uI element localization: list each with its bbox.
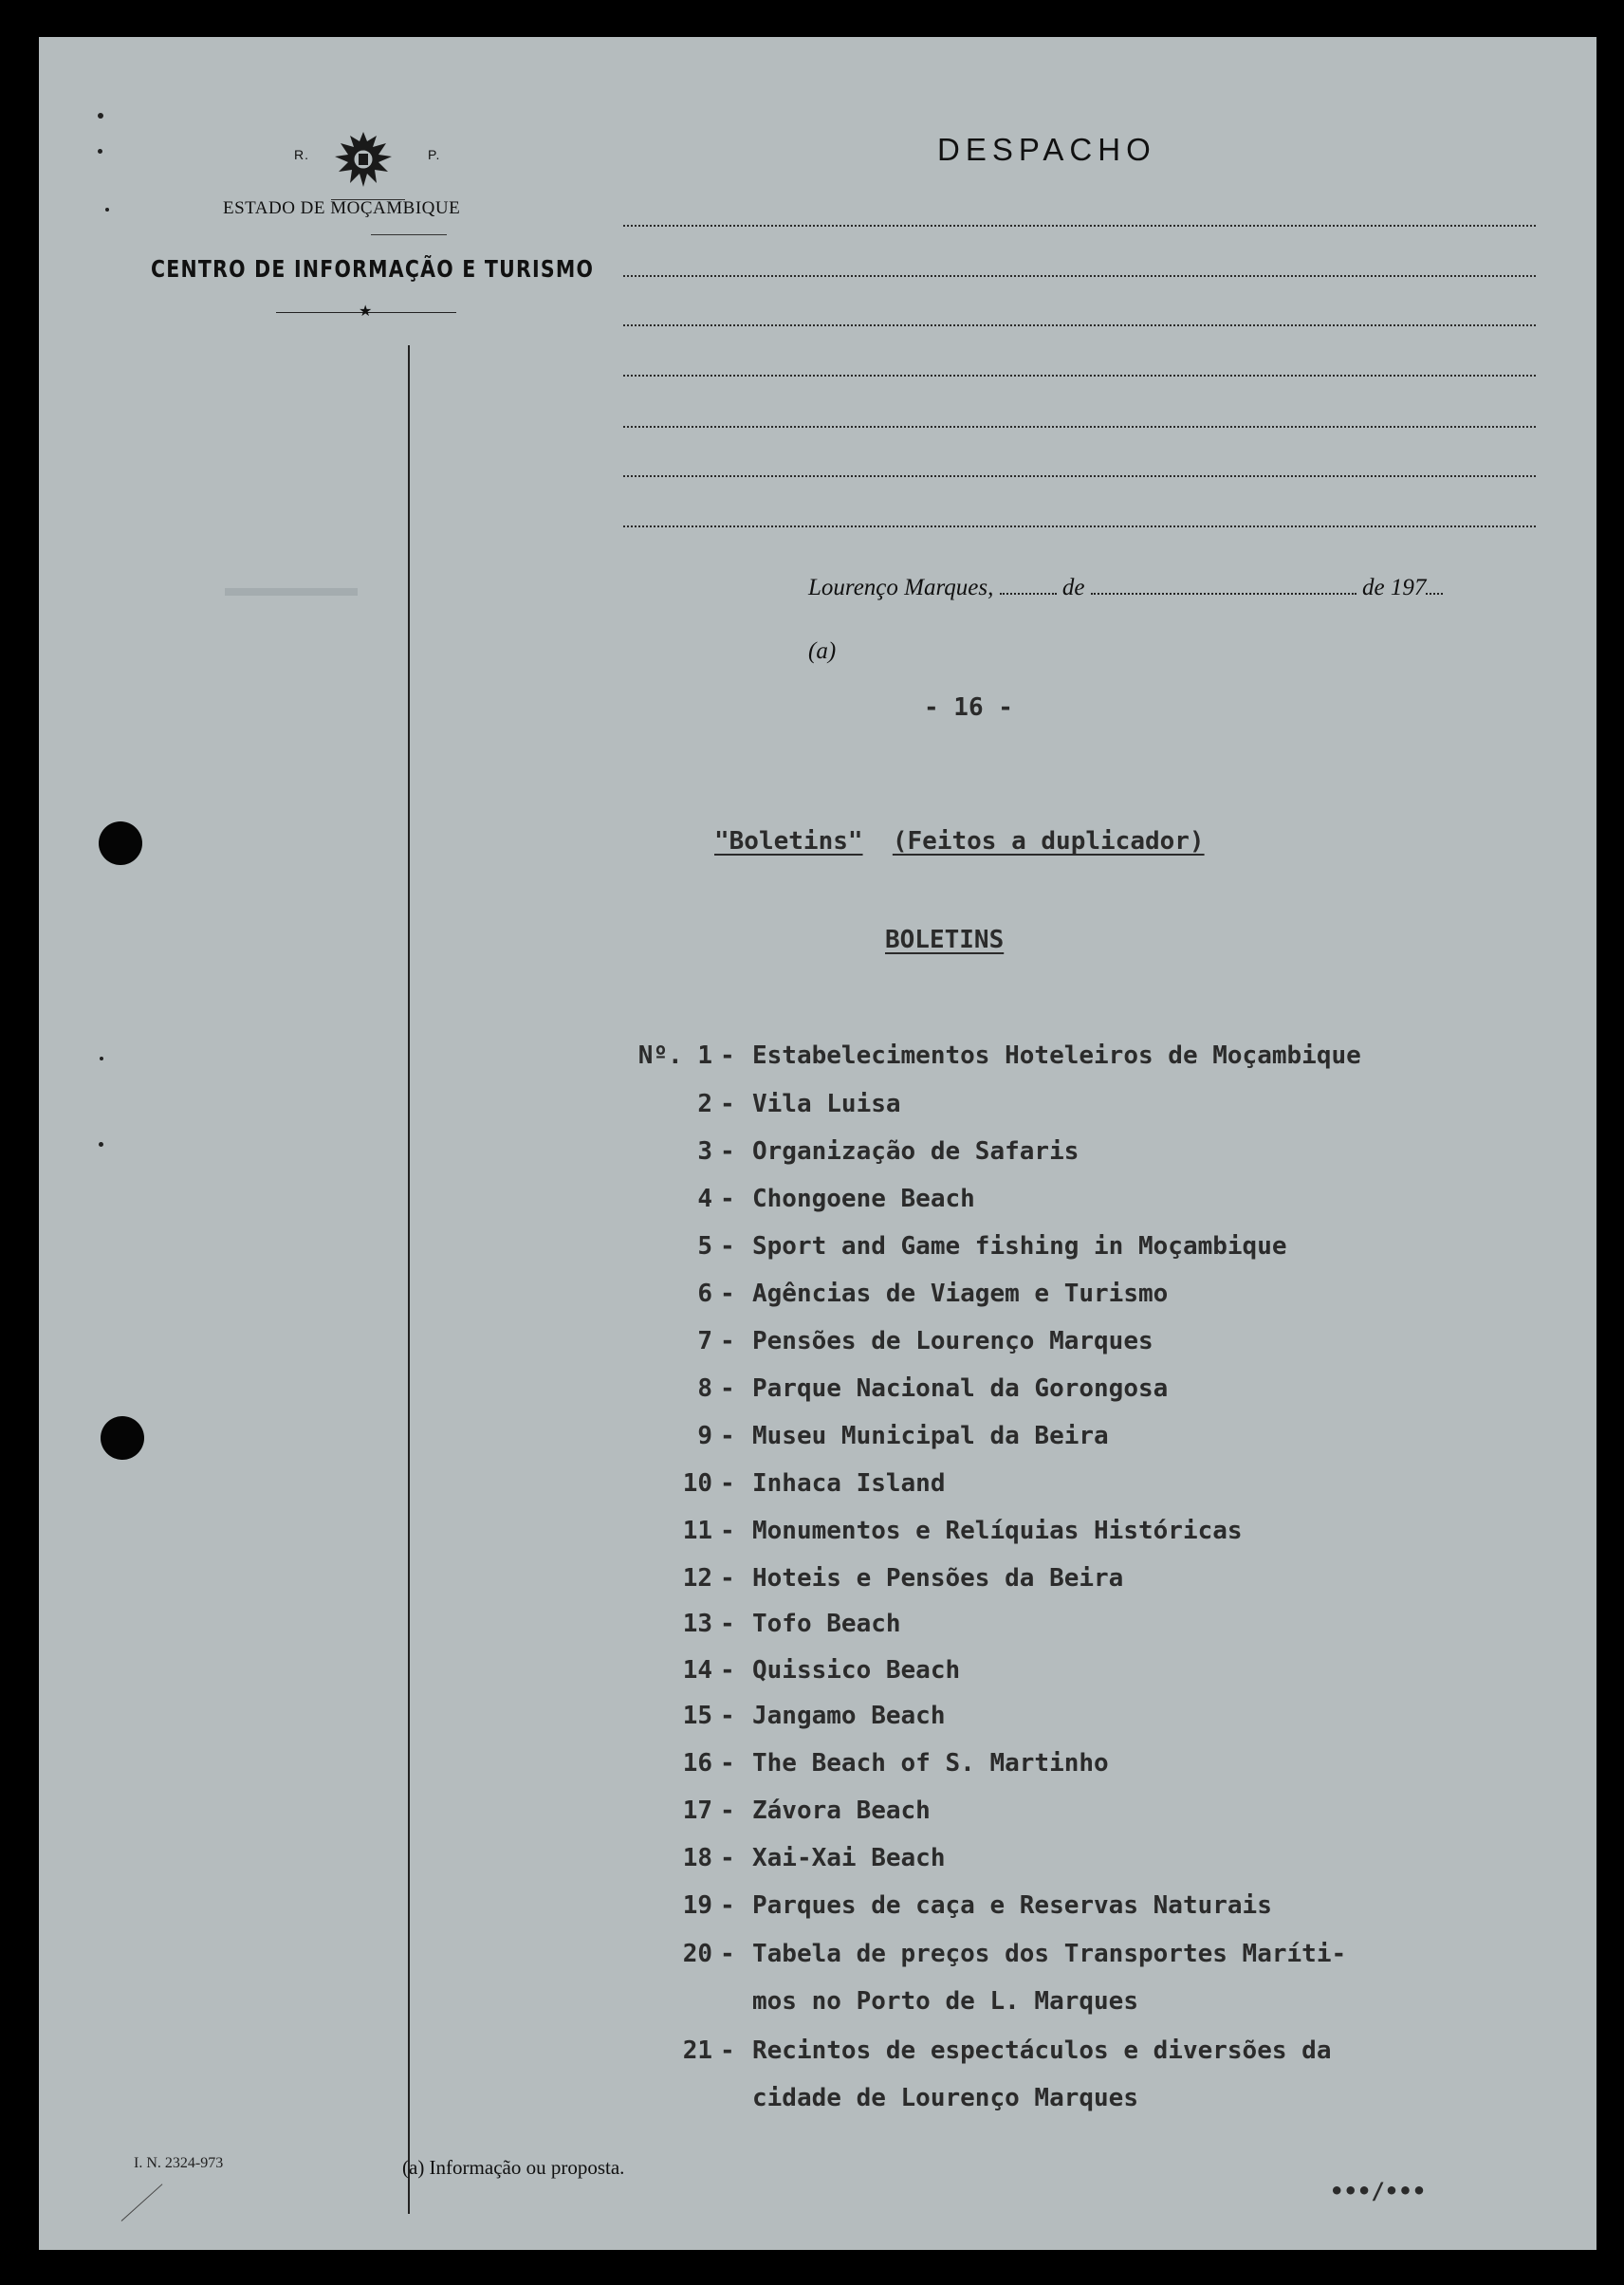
bulletin-title: Agências de Viagem e Turismo	[752, 1280, 1169, 1308]
bulletin-title: Xai-Xai Beach	[752, 1844, 946, 1872]
speck	[100, 1057, 103, 1060]
dateline	[808, 575, 1443, 601]
bulletin-title: Inhaca Island	[752, 1469, 946, 1498]
bulletin-number: 4	[697, 1185, 712, 1213]
document-page	[39, 37, 1596, 2250]
bulletin-dash: -	[720, 1517, 735, 1545]
bulletin-number: 19	[682, 1891, 712, 1920]
despacho-line-1	[623, 225, 1536, 227]
despacho-title: DESPACHO	[937, 132, 1156, 167]
bulletin-title: Museu Municipal da Beira	[752, 1422, 1109, 1450]
bulletin-title: Organização de Safaris	[752, 1137, 1080, 1166]
despacho-line-4	[623, 375, 1536, 377]
estado-heading: ESTADO DE MOÇAMBIQUE	[223, 198, 461, 218]
bulletin-dash: -	[720, 1090, 735, 1118]
bulletin-title: Vila Luisa	[752, 1090, 901, 1118]
bulletin-title: Monumentos e Relíquias Históricas	[752, 1517, 1243, 1545]
section-heading	[714, 827, 1205, 856]
despacho-line-5	[623, 426, 1536, 428]
bulletin-title: Recintos de espectáculos e diversões da	[752, 2036, 1332, 2065]
bulletin-number: 20	[682, 1940, 712, 1968]
bulletin-number: 16	[682, 1749, 712, 1778]
bulletin-number: 13	[682, 1610, 712, 1638]
bulletin-dash: -	[720, 1656, 735, 1685]
rp-label-r: R.	[294, 147, 309, 162]
bulletin-dash: -	[720, 1749, 735, 1778]
dateline-note-marker: (a)	[808, 638, 837, 664]
bulletin-dash: -	[720, 1702, 735, 1730]
continuation-mark: •••/•••	[1330, 2178, 1427, 2204]
star-icon: ★	[359, 302, 373, 320]
bulletin-title: Quissico Beach	[752, 1656, 961, 1685]
bulletin-dash: -	[720, 1137, 735, 1166]
despacho-line-7	[623, 525, 1536, 527]
despacho-line-2	[623, 275, 1536, 277]
bulletin-number: 18	[682, 1844, 712, 1872]
bulletin-number: 15	[682, 1702, 712, 1730]
bulletin-title: mos no Porto de L. Marques	[752, 1987, 1138, 2016]
smudge	[225, 588, 358, 596]
bulletin-title: cidade de Lourenço Marques	[752, 2084, 1138, 2112]
bulletin-number: 7	[697, 1327, 712, 1355]
bulletin-dash: -	[720, 1610, 735, 1638]
bulletin-number: 14	[682, 1656, 712, 1685]
footnote: (a) Informação ou proposta.	[402, 2156, 625, 2179]
divider	[371, 234, 447, 235]
speck	[99, 1142, 103, 1147]
dateline-city: Lourenço Marques,	[808, 575, 994, 600]
bulletin-number: 6	[697, 1280, 712, 1308]
margin-rule	[408, 345, 410, 2214]
punch-hole-bottom	[101, 1416, 144, 1460]
bulletin-number: 21	[682, 2036, 712, 2065]
bulletin-dash: -	[720, 1422, 735, 1450]
bulletin-number: 11	[682, 1517, 712, 1545]
speck	[105, 208, 109, 212]
form-code: I. N. 2324-973	[134, 2155, 224, 2171]
bulletin-dash: -	[720, 1041, 735, 1070]
bulletin-number: 3	[697, 1137, 712, 1166]
bulletin-title: Estabelecimentos Hoteleiros de Moçambique	[752, 1041, 1361, 1070]
bulletin-dash: -	[720, 1940, 735, 1968]
bulletin-dash: -	[720, 1280, 735, 1308]
bulletin-title: Parque Nacional da Gorongosa	[752, 1374, 1169, 1403]
month-blank	[1091, 592, 1356, 595]
bulletin-dash: -	[720, 1891, 735, 1920]
speck	[98, 149, 102, 154]
bulletin-number: Nº. 1	[637, 1041, 712, 1070]
dateline-de-1: de	[1061, 575, 1085, 600]
bulletin-title: The Beach of S. Martinho	[752, 1749, 1109, 1778]
bulletin-dash: -	[720, 1185, 735, 1213]
punch-hole-top	[99, 821, 142, 865]
bulletin-title: Hoteis e Pensões da Beira	[752, 1564, 1124, 1593]
bulletin-dash: -	[720, 1374, 735, 1403]
bulletin-title: Pensões de Lourenço Marques	[752, 1327, 1153, 1355]
bulletin-dash: -	[720, 1232, 735, 1261]
bulletin-dash: -	[720, 2036, 735, 2065]
rp-label-p: P.	[428, 147, 441, 162]
bulletin-dash: -	[720, 1844, 735, 1872]
coat-of-arms-emblem	[329, 128, 397, 191]
bulletin-number: 12	[682, 1564, 712, 1593]
dateline-de-2: de 197	[1361, 575, 1427, 600]
bulletin-title: Tofo Beach	[752, 1610, 901, 1638]
bulletin-dash: -	[720, 1797, 735, 1825]
despacho-line-3	[623, 324, 1536, 326]
despacho-line-6	[623, 475, 1536, 477]
page-number: - 16 -	[924, 693, 1013, 722]
section-heading-paren: (Feitos a duplicador)	[892, 827, 1205, 856]
bulletin-number: 5	[697, 1232, 712, 1261]
bulletin-dash: -	[720, 1469, 735, 1498]
speck	[98, 113, 103, 119]
bulletin-number: 2	[697, 1090, 712, 1118]
centro-heading: CENTRO DE INFORMAÇÃO E TURISMO	[151, 255, 595, 283]
day-blank	[1000, 592, 1057, 595]
bulletin-title: Tabela de preços dos Transportes Maríti-	[752, 1940, 1347, 1968]
bulletin-title: Sport and Game fishing in Moçambique	[752, 1232, 1287, 1261]
bulletin-number: 8	[697, 1374, 712, 1403]
bulletin-title: Závora Beach	[752, 1797, 931, 1825]
bulletin-dash: -	[720, 1564, 735, 1593]
bulletin-number: 10	[682, 1469, 712, 1498]
bulletin-title: Chongoene Beach	[752, 1185, 975, 1213]
bulletin-title: Jangamo Beach	[752, 1702, 946, 1730]
year-blank	[1426, 592, 1443, 595]
divider	[121, 2184, 163, 2221]
bulletin-number: 17	[682, 1797, 712, 1825]
bulletin-title: Parques de caça e Reservas Naturais	[752, 1891, 1272, 1920]
section-subheading: BOLETINS	[885, 926, 1005, 954]
section-heading-quoted: "Boletins"	[714, 827, 863, 856]
bulletin-dash: -	[720, 1327, 735, 1355]
bulletin-number: 9	[697, 1422, 712, 1450]
